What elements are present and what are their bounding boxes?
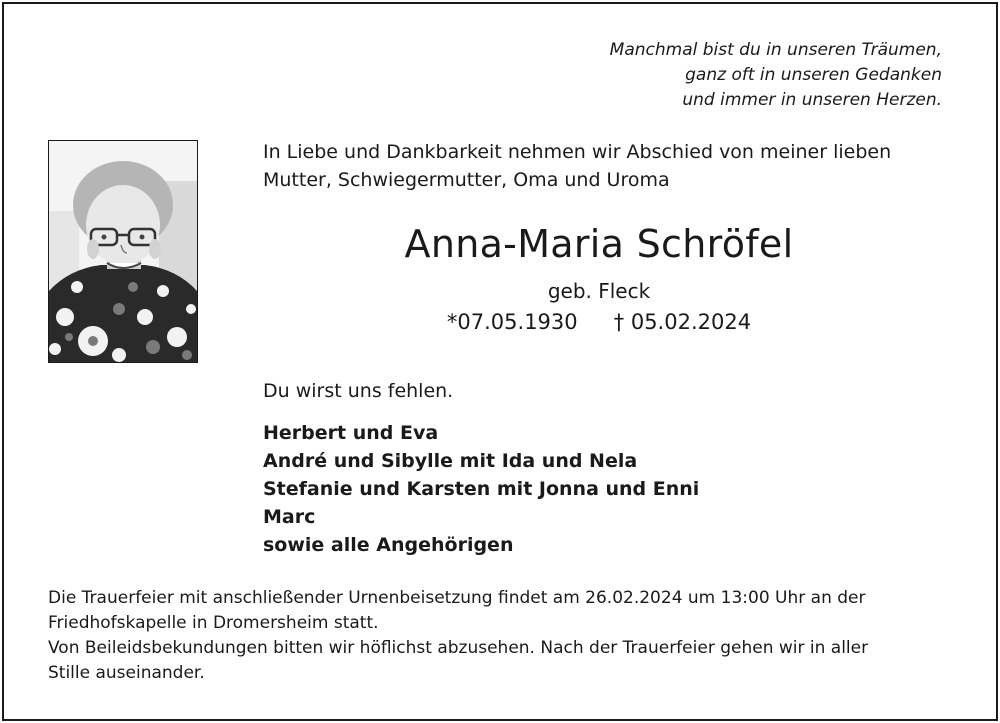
- family-member: André und Sibylle mit Ida und Nela: [263, 450, 638, 472]
- poem: [610, 38, 942, 113]
- family-list: [263, 419, 699, 559]
- poem-line: Manchmal bist du in unseren Träumen,: [609, 40, 942, 60]
- notice-line: Die Trauerfeier mit anschließender Urnenbeisetzung findet am 26.02.2024 um 13:00 Uhr an der: [48, 588, 866, 608]
- intro-text: [263, 138, 891, 194]
- birth-date: *07.05.1930: [446, 310, 578, 334]
- portrait-photo: [48, 140, 198, 363]
- intro-line: Mutter, Schwiegermutter, Oma und Uroma: [263, 169, 670, 191]
- poem-line: und immer in unseren Herzen.: [682, 90, 942, 110]
- poem-line: ganz oft in unseren Gedanken: [685, 65, 942, 85]
- family-member: Herbert und Eva: [263, 422, 439, 444]
- notice-line: Von Beileidsbekundungen bitten wir höflichst abzusehen. Nach der Trauerfeier gehen wir in aller: [48, 638, 869, 658]
- intro-line: In Liebe und Dankbarkeit nehmen wir Abschied von meiner lieben: [263, 141, 892, 163]
- family-member: Marc: [263, 506, 316, 528]
- family-member: Stefanie und Karsten mit Jonna und Enni: [263, 478, 700, 500]
- deceased-name: Anna-Maria Schröfel: [404, 222, 794, 266]
- notice-line: Stille auseinander.: [48, 663, 205, 683]
- maiden-name: geb. Fleck: [547, 279, 651, 303]
- ceremony-notice: [48, 586, 868, 686]
- notice-line: Friedhofskapelle in Dromersheim statt.: [48, 613, 379, 633]
- family-member: sowie alle Angehörigen: [263, 534, 514, 556]
- farewell-line: Du wirst uns fehlen.: [263, 380, 454, 402]
- life-dates: [263, 310, 935, 334]
- death-date: † 05.02.2024: [613, 310, 752, 334]
